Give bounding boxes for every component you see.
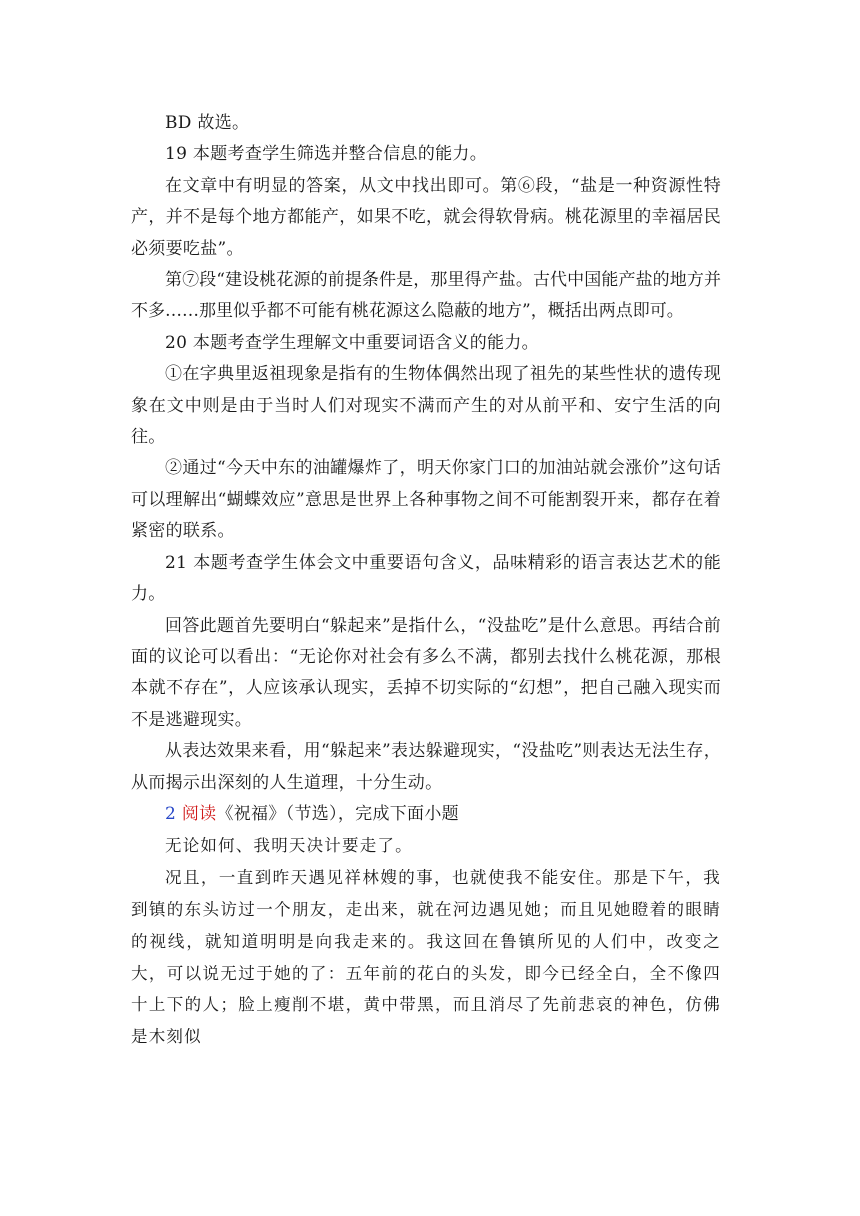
document-page [131, 108, 721, 1053]
answer-paragraph-10: 从表达效果来看，用“躲起来”表达躲避现实，“没盐吃”则表达无法生存，从而揭示出深刻的人生道理，十分生动。 [131, 741, 721, 793]
answer-paragraph-9: 回答此题首先要明白“躲起来”是指什么，“没盐吃”是什么意思。再结合前面的议论可以看出：“无论你对社会有多么不满，都别去找什么桃花源，那根本就不存在”，人应该承认现实，丢掉不切实际的“幻想”，把自己融入现实而不是逃避现实。 [131, 615, 721, 730]
question-rest: （节选），完成下面小题 [285, 803, 459, 824]
answer-paragraph-2: 19 本题考查学生筛选并整合信息的能力。 [165, 144, 488, 165]
excerpt-paragraph-1: 无论如何、我明天决计要走了。 [165, 836, 413, 856]
excerpt-paragraph-2: 况且，一直到昨天遇见祥林嫂的事，也就使我不能安住。那是下午，我到镇的东头访过一个朋友，走出来，就在河边遇见她；而且见她瞪着的眼睛的视线，就知道明明是向我走来的。我这回在鲁镇所见的人们中，改变之大，可以说无过于她的了：五年前的花白的头发，即今已经全白，全不像四十上下的人；脸上瘦削不堪，黄中带黑，而且消尽了先前悲哀的神色，仿佛是木刻似 [131, 868, 721, 1047]
answer-paragraph-4: 第⑦段“建设桃花源的前提条件是，那里得产盐。古代中国能产盐的地方并不多……那里似乎都不可能有桃花源这么隐蔽的地方”，概括出两点即可。 [131, 270, 721, 322]
question-number: 2 [165, 803, 177, 824]
answer-paragraph-1: BD 故选。 [165, 113, 250, 133]
answer-paragraph-8: 21 本题考查学生体会文中重要语句含义，品味精彩的语言表达艺术的能力。 [131, 552, 721, 605]
question-verb: 阅读 [181, 803, 217, 824]
answer-paragraph-7: ②通过“今天中东的油罐爆炸了，明天你家门口的加油站就会涨价”这句话可以理解出“蝴蝶效应”意思是世界上各种事物之间不可能割裂开来，都存在着紧密的联系。 [131, 458, 721, 542]
question-title: 《祝福》 [216, 803, 286, 824]
answer-paragraph-6: ①在字典里返祖现象是指有的生物体偶然出现了祖先的某些性状的遗传现象在文中则是由于当时人们对现实不满而产生的对从前平和、安宁生活的向往。 [131, 364, 721, 448]
question-heading [131, 799, 721, 830]
answer-paragraph-5: 20 本题考查学生理解文中重要词语含义的能力。 [165, 332, 539, 353]
answer-paragraph-3: 在文章中有明显的答案，从文中找出即可。第⑥段，“盐是一种资源性特产，并不是每个地方都能产，如果不吃，就会得软骨病。桃花源里的幸福居民必须要吃盐”。 [131, 175, 721, 259]
